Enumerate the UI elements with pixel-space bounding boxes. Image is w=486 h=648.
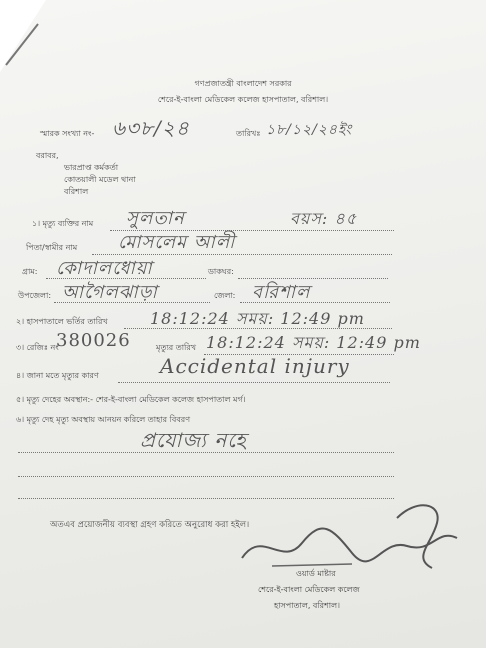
signatory-title: ওয়ার্ড মাষ্টার — [296, 569, 336, 578]
field-deceased-name-value: সুলতান — [126, 208, 185, 229]
memo-label: স্মারক সংখ্যা নং- — [40, 129, 95, 138]
field-admission-date-label: ২। হাসপাতালে ভর্তির তারিখ — [16, 317, 108, 326]
field-cause-label: ৪। জানা মতে মৃত্যুর কারণ — [16, 371, 99, 380]
memo-value: ৬৩৮/২৪ — [112, 116, 190, 140]
field-reg-no-value: 380026 — [56, 330, 131, 351]
field-upazila-label: উপজেলা: — [18, 291, 52, 300]
field-father-name-value: মোসলেম আলী — [118, 232, 236, 253]
signatory-location: হাসপাতাল, বরিশাল। — [274, 601, 340, 610]
header-hospital: শেরে-ই-বাংলা মেডিকেল কলেজ হাসপাতাল, বরিশাল। — [157, 95, 329, 104]
field-village-label: গ্রাম: — [22, 267, 38, 276]
to-line-2: কোতয়ালী মডেল থানা — [64, 175, 136, 184]
field-village-value: কোদালধোয়া — [56, 258, 153, 279]
field-description-line-2 — [18, 476, 394, 477]
field-deceased-age-value: বয়স: ৪৫ — [290, 209, 358, 228]
field-district-label: জেলা: — [214, 291, 236, 300]
date-value: ১৮/১২/২৪ইং — [266, 122, 353, 138]
field-death-date-value: 18:12:24 সময়: 12:49 pm — [206, 333, 421, 352]
to-line-1: ভারপ্রাপ্ত কর্মকর্তা — [64, 163, 119, 172]
field-upazila-value: আগৈলঝাড়া — [62, 282, 158, 303]
signature — [232, 498, 472, 578]
field-body-location: ৫। মৃত্যু দেহের অবস্থান:- শের-ই-বাংলা মেডিকেল কলেজ হাসপাতাল মর্গ। — [16, 395, 246, 404]
field-postoffice-label: ডাকঘর: — [208, 267, 234, 276]
to-line-3: বরিশাল — [64, 187, 89, 196]
date-label: তারিখঃ — [236, 129, 261, 138]
field-body-description-label: ৬। মৃত্যু দেহ মৃত্যু অবস্থায় আনয়ন করিলে তাহার বিবরণ — [16, 415, 191, 424]
field-cause-value: Accidental injury — [160, 354, 350, 378]
field-admission-date-value: 18:12:24 সময়: 12:49 pm — [150, 309, 365, 328]
field-cause-line — [118, 382, 390, 383]
header-govt: গণপ্রজাতন্ত্রী বাংলাদেশ সরকার — [194, 79, 292, 88]
signatory-institution: শেরে-ই-বাংলা মেডিকেল কলেজ — [258, 585, 360, 594]
field-reg-no-label: ৩। রেজিঃ নং — [16, 343, 59, 352]
closing-request: অতএব প্রয়োজনীয় ব্যবস্থা গ্রহণ করিতে অনুরোধ করা হইল। — [50, 520, 250, 530]
field-death-date-label: মৃত্যুর তারিখ — [156, 343, 196, 352]
to-label: বরাবর, — [36, 151, 59, 160]
field-father-name-label: পিতা/স্বামীর নাম — [26, 243, 78, 252]
field-district-value: বরিশাল — [252, 282, 311, 303]
field-body-description-value: প্রযোজ্য নহে — [140, 428, 247, 452]
field-deceased-name-label: ১। মৃত্যু ব্যক্তির নাম — [32, 219, 94, 228]
